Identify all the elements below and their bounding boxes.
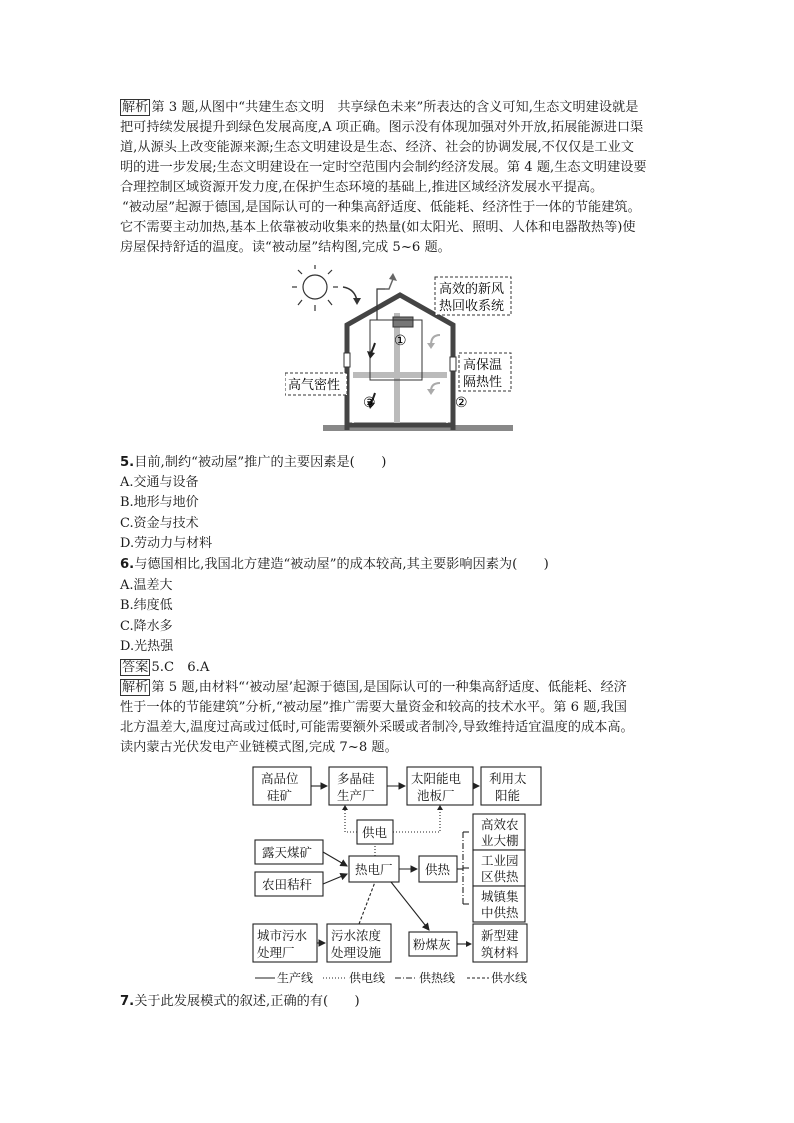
analysis-line: 道,从源头上改变能源来源;生态文明建设是生态、经济、社会的协调发展,不仅仅是工业文 [120,140,634,155]
answer-text: 5.C 6.A [151,660,210,675]
answer-tag: 答案 [122,660,149,675]
analysis-line: 把可持续发展提升到绿色发展高度,A 项正确。图示没有体现加强对外开放,拓展能源进口渠 [120,120,644,135]
intro-line: 它不需要主动加热,基本上依靠被动收集来的热量(如太阳光、照明、人体和电器散热等)使 [120,220,636,235]
sun-icon [292,265,338,311]
analysis-line: 明的进一步发展;生态文明建设在一定时空范围内会制约经济发展。第 4 题,生态文明建设要 [120,160,647,175]
node-building-material-2: 筑材料 [481,945,519,960]
node-sewage-plant-1: 城市污水 [257,928,308,943]
analysis-tag: 解析 [122,100,149,115]
intro-line: “被动屋”起源于德国,是国际认可的一种集高舒适度、低能耗、经济性于一体的节能建筑。 [122,200,641,215]
node-urban-heat-1: 城镇集 [481,889,519,904]
legend-production: 生产线 [277,971,314,985]
label-insulation-2: 隔热性 [463,375,503,390]
analysis-line: 性于一体的节能建筑”分析,“被动屋”推广需要大量资金和较高的技术水平。第 6 题,我国 [120,700,627,715]
q6-option-c: C.降水多 [120,619,173,634]
analysis-tag: 解析 [122,680,149,695]
question-6: 6.与德国相比,我国北方建造“被动屋”的成本较高,其主要影响因素为( ) [120,557,549,572]
node-building-material-1: 新型建 [481,928,519,943]
question-5: 5.目前,制约“被动屋”推广的主要因素是( ) [120,455,387,470]
node-greenhouse-1: 高效农 [481,817,519,832]
mark-1: ① [394,333,407,349]
legend-water: 供水线 [491,971,528,985]
q6-option-a: A.温差大 [120,578,173,593]
q5-option-b: B.地形与地价 [120,495,199,510]
label-insulation-1: 高保温 [463,358,503,373]
analysis-line: 解析 第 5 题,由材料“‘被动屋’起源于德国,是国际认可的一种集高舒适度、低能耗、经济 [122,680,627,695]
label-airtightness: 高气密性 [288,378,341,393]
q6-option-d: D.光热强 [120,639,174,654]
node-polysilicon-1: 多晶硅 [337,771,375,786]
node-greenhouse-2: 业大棚 [481,833,519,848]
node-use-solar-2: 阳能 [495,788,521,803]
q5-option-d: D.劳动力与材料 [120,536,213,551]
analysis-line: 合理控制区域资源开发力度,在保护生态环境的基础上,推进区域经济发展水平提高。 [120,180,604,195]
node-sewage-facility-1: 污水浓度 [331,928,382,943]
node-use-solar-1: 利用太 [489,771,527,786]
node-silicon-mine-2: 硅矿 [267,788,293,803]
legend [255,970,527,985]
mark-3: ③ [363,395,376,411]
node-urban-heat-2: 中供热 [481,905,519,920]
legend-heat: 供热线 [419,971,456,985]
label-heat-recovery-1: 高效的新风 [439,282,505,297]
analysis-line: 解析 第 3 题,从图中“共建生态文明 共享绿色未来”所表达的含义可知,生态文明建设就是 [122,100,639,115]
mark-2: ② [455,395,468,411]
node-fly-ash: 粉煤灰 [413,937,451,952]
legend-power: 供电线 [349,971,386,985]
node-industrial-2: 区供热 [481,869,519,884]
q5-option-c: C.资金与技术 [120,516,199,531]
label-heat-recovery-2: 热回收系统 [439,299,505,314]
analysis-line: 读内蒙古光伏发电产业链模式图,完成 7~8 题。 [120,740,398,755]
passive-house-diagram [285,265,515,440]
q5-option-a: A.交通与设备 [120,475,199,490]
analysis-line: 北方温差大,温度过高或过低时,可能需要额外采暖或者制冷,导致维持适宜温度的成本高。 [120,720,634,735]
q6-option-b: B.纬度低 [120,598,173,613]
node-polysilicon-2: 生产厂 [337,788,375,803]
node-solar-panel-2: 池板厂 [417,788,455,803]
question-7: 7.关于此发展模式的叙述,正确的有( ) [120,994,360,1009]
node-silicon-mine-1: 高品位 [261,771,299,786]
node-heat-supply: 供热 [425,862,451,877]
answer-line [120,658,209,677]
node-solar-panel-1: 太阳能电 [411,771,462,786]
intro-line: 房屋保持舒适的温度。读“被动屋”结构图,完成 5~6 题。 [120,240,451,255]
node-straw: 农田秸秆 [262,877,313,892]
node-sewage-plant-2: 处理厂 [257,945,295,960]
node-power-plant: 热电厂 [355,862,393,877]
solar-industry-chain-diagram [245,762,555,990]
node-power-supply: 供电 [362,825,388,840]
node-industrial-1: 工业园 [481,853,519,868]
node-coal-mine: 露天煤矿 [262,845,313,860]
node-sewage-facility-2: 处理设施 [331,945,382,960]
